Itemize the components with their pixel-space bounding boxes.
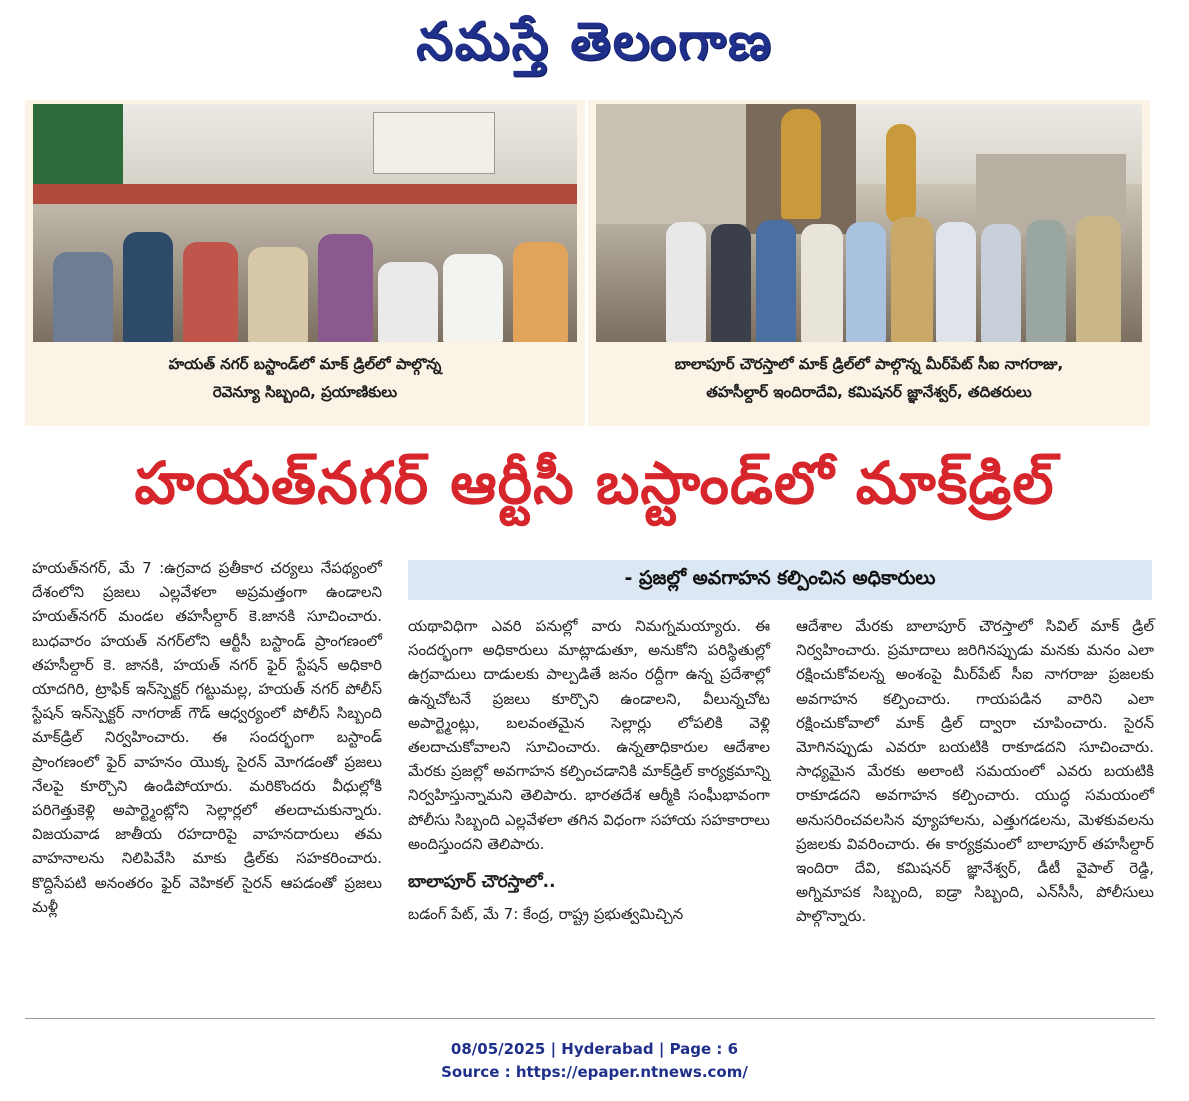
column-text: ఆదేశాల మేరకు బాలాపూర్ చౌరస్తాలో సివిల్ మాక్ డ్రిల్ నిర్వహించారు. ప్రమాదాలు జరిగినప్పుడు మనకు మనం ఎలా రక్షించుకోవలన్న అంశంపై మీర్‌పేట్ సీఐ నాగరాజు ప్రజలకు అవగాహన కల్పించారు. గాయపడిన వారిని ఎలా రక్షించుకోవాలో మాక్ డ్రిల్ ద్వారా చూపించారు. సైరన్ మోగినప్పుడు ఎవరూ బయటికి రాకూడదని సూచించారు. సాధ్యమైన మేరకు అలాంటి సమయంలో ఎవరు బయటికి రాకూడదని అవగాహన కల్పించారు. యుద్ధ సమయంలో అనుసరించవలసిన వ్యూహాలను, ఎత్తుగడలను, మెళకువలను ప్రజలకు వివరించారు. ఈ కార్యక్రమంలో బాలాపూర్ తహసీల్దార్ ఇందిరా దేవి, కమిషనర్ జ్ఞానేశ్వర్, డీటీ వైపాల్ రెడ్డి, అగ్నిమాపక సిబ్బంది, ఐడ్రా సిబ్బంది, ఎన్‌సీసీ, పోలీసులు పాల్గొన్నారు. xyxy=(796,617,1155,926)
photo-caption-right xyxy=(588,350,1150,406)
bus-stand-photo xyxy=(33,104,577,342)
article-column-3 xyxy=(796,614,1154,929)
column-text: బడంగ్ పేట్, మే 7: కేంద్ర, రాష్ట్ర ప్రభుత్వమిచ్చిన xyxy=(408,905,684,924)
section-subheading: బాలాపూర్ చౌరస్తాలో.. xyxy=(408,872,556,893)
article-subheadline xyxy=(408,560,1152,600)
article-column-1 xyxy=(32,556,382,919)
newspaper-logo-title: నమస్తే తెలంగాణ xyxy=(416,11,773,72)
caption-line: బాలాపూర్ చౌరస్తాలో మాక్ డ్రిల్‌లో పాల్గొన్న మీర్‌పేట్ సీఐ నాగరాజు, xyxy=(674,355,1064,373)
subheadline-text: - ప్రజల్లో అవగాహన కల్పించిన అధికారులు xyxy=(624,566,936,589)
column-text: యథావిధిగా ఎవరి పనుల్లో వారు నిమగ్నమయ్యారు. ఈ సందర్భంగా అధికారులు మాట్లాడుతూ, అనుకోని పరిస్థితుల్లో ఉగ్రవాదులు దాడులకు పాల్పడితే జనం రద్దీగా ఉన్న ప్రదేశాల్లో ఉన్నచోటనే ప్రజలు కూర్చొని ఉండాలని, వీలున్నచోట అపార్ట్మెంట్లు, బలవంతమైన సెల్లార్లు లోపలికి వెళ్లి తలదాచుకోవాలని సూచించారు. ఉన్నతాధికారుల ఆదేశాల మేరకు ప్రజల్లో అవగాహన కల్పించడానికి మాక్‌డ్రిల్ కార్యక్రమాన్ని నిర్వహిస్తున్నామని తెలిపారు. భారతదేశ ఆర్మీకి సంఘీభావంగా పోలీసు సిబ్బంది ఎల్లవేళలా తగిన విధంగా సహాయ సహకారాలు అందిస్తుందని తెలిపారు. xyxy=(408,617,770,853)
bottom-rule xyxy=(25,1018,1155,1019)
column-text: హయత్‌నగర్, మే 7 :ఉగ్రవాద ప్రతీకార చర్యలు నేపథ్యంలో దేశంలోని ప్రజలు ఎల్లవేళలా అప్రమత్తంగా ఉండాలని హయత్‌నగర్ మండల తహసీల్దార్ కె.జానకి సూచించారు. బుధవారం హయత్ నగర్‌లోని ఆర్టీసీ బస్టాండ్ ప్రాంగణంలో తహసీల్దార్ కె. జానకి, హయత్ నగర్ ఫైర్ స్టేషన్ అధికారి యాదగిరి, ట్రాఫిక్ ఇన్‌స్పెక్టర్ గట్టుమల్ల, హయత్ నగర్ పోలీస్ స్టేషన్ ఇన్‌స్పెక్టర్ నాగరాజ్ గౌడ్ ఆధ్వర్యంలో పోలీస్ సిబ్బంది మాక్‌డ్రిల్ నిర్వహించారు. ఈ సందర్భంగా బస్టాండ్ ప్రాంగణంలో ఫైర్ వాహనం యొక్క సైరన్ మోగడంతో ప్రజలు నేలపై కూర్చొని ఉండిపోయారు. మరికొందరు వీధుల్లోకి పరిగెత్తుకెళ్లి అపార్ట్మెంట్లోని సెల్లార్లలో తలదాచుకున్నారు. విజయవాడ జాతీయ రహదారిపై వాహనదారులు తమ వాహనాలను నిలిపివేసి మాకు డ్రిల్‌కు సహకరించారు. కొద్దిసేపటి అనంతరం ఫైర్ వెహికల్ సైరన్ ఆపడంతో ప్రజలు మళ్లీ xyxy=(32,559,382,916)
caption-line: హయత్ నగర్ బస్టాండ్‌లో మాక్ డ్రిల్‌లో పాల్గొన్న xyxy=(168,355,442,373)
photo-caption-left xyxy=(25,350,585,406)
article-headline xyxy=(0,440,1189,540)
balapur-junction-photo xyxy=(596,104,1142,342)
headline-text: హయత్‌నగర్ ఆర్టీసీ బస్టాండ్‌లో మాక్‌డ్రిల్ xyxy=(134,448,1055,517)
footer-dateline: 08/05/2025 | Hyderabad | Page : 6 xyxy=(450,1040,739,1058)
photo-panel-right xyxy=(588,100,1150,426)
caption-line: తహసీల్దార్ ఇందిరాదేవి, కమిషనర్ జ్ఞానేశ్వర్, తదితరులు xyxy=(706,383,1032,401)
caption-line: రెవెన్యూ సిబ్బంది, ప్రయాణికులు xyxy=(212,383,398,401)
photo-panel-left xyxy=(25,100,585,426)
masthead xyxy=(0,0,1189,96)
footer-source: Source : https://epaper.ntnews.com/ xyxy=(441,1063,748,1081)
article-column-2 xyxy=(408,614,770,926)
